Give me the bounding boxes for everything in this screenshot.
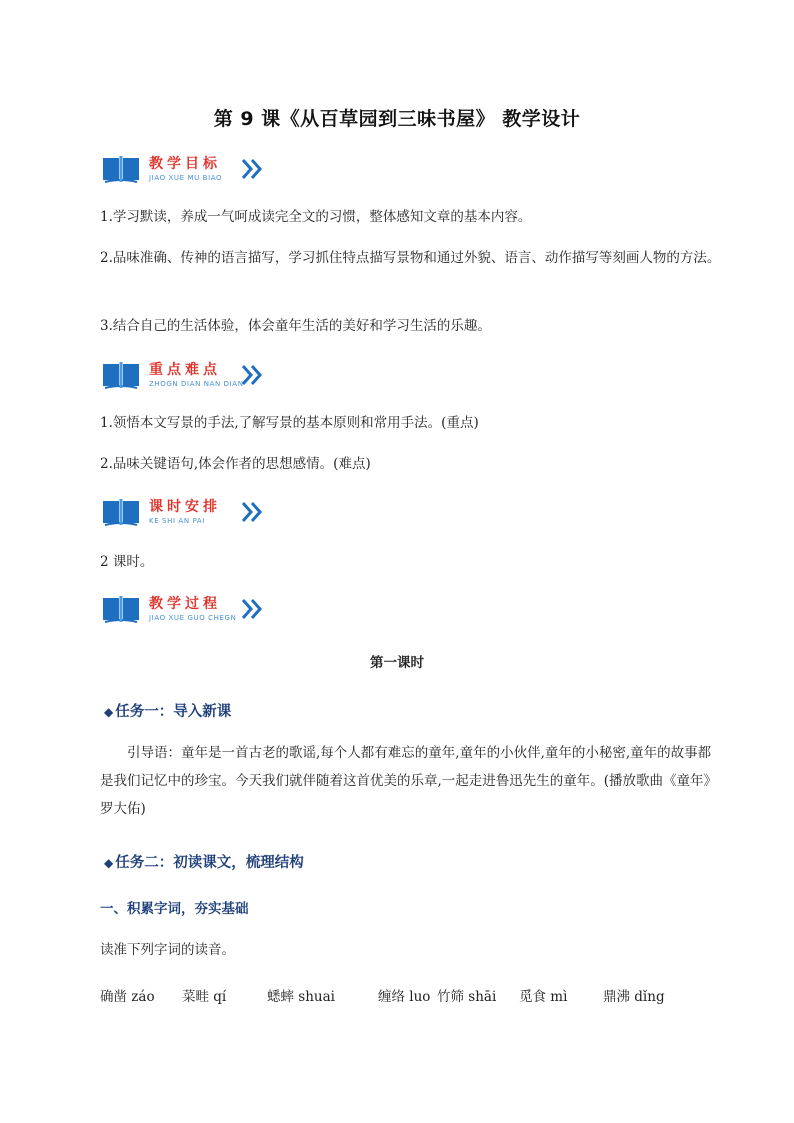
open-book-icon	[101, 497, 141, 529]
task-two-title: 任务二：初读课文，梳理结构	[115, 854, 304, 871]
vocab-item: 鼎沸 dǐng	[603, 989, 665, 1005]
section-header-schedule	[101, 497, 301, 531]
section-pinyin: KE SHI AN PAI	[149, 517, 205, 525]
section-title: 教学目标	[149, 156, 221, 172]
double-chevron-right-icon	[240, 362, 266, 388]
section-pinyin: ZHOGN DIAN NAN DIAN	[149, 380, 244, 388]
open-book-icon	[101, 154, 141, 186]
open-book-icon	[101, 594, 141, 626]
task-one-heading	[104, 700, 231, 721]
diamond-bullet-icon: ◆	[104, 856, 114, 870]
diamond-bullet-icon: ◆	[104, 705, 114, 719]
instruction-text: 读准下列字词的读音。	[100, 942, 235, 958]
section-header-objectives	[101, 154, 301, 188]
page-title: 第 9 课《从百草园到三味书屋》 教学设计	[213, 108, 581, 130]
section-title: 教学过程	[149, 596, 221, 612]
vocab-item: 觅食 mì	[519, 989, 568, 1005]
objective-item-2: 2.品味准确、传神的语言描写，学习抓住特点描写景物和通过外貌、语言、动作描写等刻画人物的方法。	[100, 250, 721, 266]
key-point-item-1: 1.领悟本文写景的手法,了解写景的基本原则和常用手法。(重点)	[100, 415, 479, 431]
vocab-item: 竹筛 shāi	[437, 989, 497, 1005]
objective-item-1: 1.学习默读，养成一气呵成读完全文的习惯，整体感知文章的基本内容。	[100, 209, 532, 225]
task-one-title: 任务一：导入新课	[115, 703, 232, 720]
schedule-text: 2 课时。	[100, 554, 154, 570]
section-header-process	[101, 594, 301, 628]
section-pinyin: JIAO XUE MU BIAO	[149, 174, 223, 182]
objective-item-3: 3.结合自己的生活体验，体会童年生活的美好和学习生活的乐趣。	[100, 318, 491, 334]
task-two-heading	[104, 851, 304, 872]
key-point-item-2: 2.品味关键语句,体会作者的思想感情。(难点)	[100, 456, 371, 472]
double-chevron-right-icon	[240, 499, 266, 525]
section-pinyin: JIAO XUE GUO CHEGN	[149, 614, 237, 622]
double-chevron-right-icon	[240, 596, 266, 622]
section-title: 课时安排	[149, 499, 221, 515]
section-title: 重点难点	[149, 362, 221, 378]
task-one-text: 引导语：童年是一首古老的歌谣,每个人都有难忘的童年,童年的小伙伴,童年的小秘密,童年的故事都是我们记忆中的珍宝。今天我们就伴随着这首优美的乐章,一起走进鲁迅先生的童年。(播放歌曲《童年》罗大佑)	[100, 745, 718, 817]
double-chevron-right-icon	[240, 156, 266, 182]
vocab-item: 确凿 záo	[100, 989, 155, 1005]
vocab-item: 蟋蟀 shuai	[267, 989, 335, 1005]
vocab-item: 菜畦 qí	[182, 989, 227, 1005]
vocab-item: 缠络 luo	[378, 989, 431, 1005]
open-book-icon	[101, 360, 141, 392]
subsection-heading: 一、积累字词，夯实基础	[100, 901, 249, 917]
lesson-title: 第一课时	[370, 655, 424, 671]
section-header-key-points	[101, 360, 301, 394]
